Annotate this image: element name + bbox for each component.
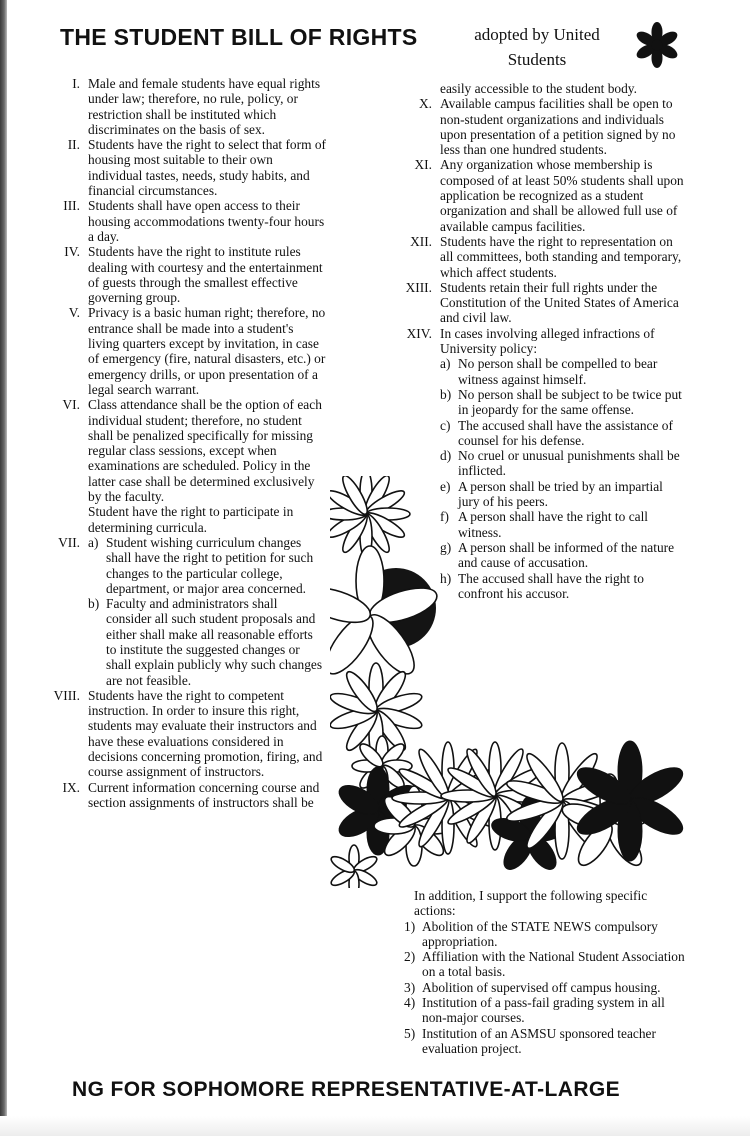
sub-item <box>440 356 686 387</box>
right-number: VIII. <box>53 687 80 703</box>
right-13 <box>404 280 686 326</box>
right-text: Privacy is a basic human right; therefore, no entrance shall be made into a student's living quarters except by invitation, in case of emergency (fire, natural disasters, etc.) or emergency drills, or upon presentation of a legal search warrant. <box>88 305 326 397</box>
right-text: Male and female students have equal rights under law; therefore, no rule, policy, or restriction shall be instituted which discriminates on the basis of sex. <box>88 76 321 137</box>
right-text: Current information concerning course and section assignments of instructors shall be <box>88 779 320 810</box>
right-number: III. <box>63 198 80 214</box>
action-number: 1) <box>404 918 416 934</box>
right-number: XIII. <box>405 279 432 295</box>
right-number: II. <box>67 137 80 153</box>
adopted-line-1: adopted by United <box>474 25 600 44</box>
action-number: 2) <box>404 949 416 965</box>
action-number: 4) <box>404 995 416 1011</box>
right-8 <box>52 688 326 780</box>
sub-letter: h) <box>440 570 452 586</box>
left-column <box>52 76 326 810</box>
sub-text: No person shall be subject to be twice put in jeopardy for the same offense. <box>458 386 682 418</box>
right-12 <box>404 234 686 280</box>
right-number: X. <box>418 96 432 112</box>
right-9-continuation: easily accessible to the student body. <box>440 81 637 96</box>
right-number: I. <box>72 76 80 91</box>
right-4 <box>52 244 326 305</box>
sub-item <box>440 448 686 479</box>
specific-actions <box>404 888 692 1056</box>
sub-letter: f) <box>440 509 449 525</box>
actions-intro: In addition, I support the following specific actions: <box>414 888 648 919</box>
flower-decoration <box>330 476 740 888</box>
sub-item <box>440 418 686 449</box>
right-9 <box>52 780 326 811</box>
right-number: XIV. <box>406 325 432 341</box>
right-number: VI. <box>62 397 80 413</box>
right-text: Students have the right to representation on all committees, both standing and temporary, which affect students. <box>440 233 682 280</box>
right-text: Class attendance shall be the option of each individual student; therefore, no student shall be penalized specifically for missing regular class sessions, except when examinations are scheduled. Policy in the latter case shall be determined exclusively by the faculty. <box>88 397 322 505</box>
page-title: THE STUDENT BILL OF RIGHTS <box>60 24 418 50</box>
action-text: Institution of a pass-fail grading system in all non-major courses. <box>422 995 665 1026</box>
right-text: Students have the right to competent instruction. In order to insure this right, students may evaluate their instructors and have these evaluations considered in decisions concerning promotion, firing, and course assignment of instructors. <box>88 687 323 780</box>
right-7-subitems <box>88 535 326 688</box>
action-number: 3) <box>404 979 416 995</box>
right-1 <box>52 76 326 137</box>
right-number: IV. <box>64 244 80 260</box>
right-text: Students have the right to institute rules dealing with courtesy and the entertainment of guests through the smallest effective governing group. <box>88 244 323 306</box>
sub-letter: e) <box>440 478 451 494</box>
right-number: IX. <box>62 779 80 795</box>
sub-letter: c) <box>440 417 451 433</box>
action-text: Abolition of supervised off campus housing. <box>422 979 661 995</box>
action-item <box>404 995 692 1026</box>
sub-letter: b) <box>88 596 100 612</box>
right-text: Students retain their full rights under the Constitution of the United States of America and civil law. <box>440 279 679 326</box>
right-number: XII. <box>410 233 432 249</box>
sub-text: A person shall be informed of the nature and cause of accusation. <box>458 539 675 571</box>
sub-letter: a) <box>440 356 451 372</box>
right-6 <box>52 397 326 504</box>
action-number: 5) <box>404 1025 416 1041</box>
right-5 <box>52 305 326 397</box>
scan-bottom-edge <box>0 1116 750 1136</box>
footer-banner: NG FOR SOPHOMORE REPRESENTATIVE-AT-LARGE <box>72 1078 621 1101</box>
right-10 <box>404 96 686 157</box>
right-number: V. <box>68 305 80 321</box>
sub-text: The accused shall have the assistance of counsel for his defense. <box>458 417 673 448</box>
action-item <box>404 980 692 995</box>
sub-text: A person shall have the right to call witness. <box>458 509 649 540</box>
sub-text: A person shall be tried by an impartial jury of his peers. <box>458 478 663 510</box>
right-text: Available campus facilities shall be open to non-student organizations and individuals upon presentation of a petition signed by no less than one hundred students. <box>440 96 676 158</box>
scan-left-edge <box>0 0 7 1116</box>
right-number: XI. <box>414 157 432 173</box>
action-text: Affiliation with the National Student Association on a total basis. <box>422 949 685 980</box>
action-item <box>404 919 692 950</box>
right-11 <box>404 157 686 233</box>
action-item <box>404 1026 692 1057</box>
action-item <box>404 949 692 980</box>
sub-text: Student wishing curriculum changes shall have the right to petition for such changes to the particular college, department, or major area concerned. <box>106 534 314 596</box>
right-text: Students shall have open access to their housing accommodations twenty-four hours a day. <box>88 198 325 244</box>
action-text: Abolition of the STATE NEWS compulsory appropriation. <box>422 918 658 949</box>
sub-text: No person shall be compelled to bear witness against himself. <box>458 356 658 387</box>
sub-letter: g) <box>440 539 452 555</box>
sub-item <box>88 535 326 596</box>
adopted-line-2: Students <box>507 50 567 69</box>
right-7 <box>52 535 326 688</box>
right-text: Any organization whose membership is composed of at least 50% students shall upon application be recognized as a student organization and shall be allowed full use of available campus facilities. <box>440 157 684 234</box>
sub-item <box>88 596 326 688</box>
asterisk-flower-logo-icon <box>634 22 680 68</box>
right-text: Students have the right to select that form of housing most suitable to their own individual tastes, needs, study habits, and financial circumstances. <box>88 137 326 199</box>
sub-letter: d) <box>440 448 452 464</box>
sub-text: The accused shall have the right to confront his accusor. <box>458 570 644 601</box>
right-text: In cases involving alleged infractions of University policy: <box>440 325 655 357</box>
sub-item <box>440 387 686 418</box>
right-2 <box>52 137 326 198</box>
sub-text: No cruel or unusual punishments shall be inflicted. <box>458 448 680 479</box>
right-3 <box>52 198 326 244</box>
right-6-continuation: Student have the right to participate in determining curricula. <box>88 504 294 535</box>
adopted-by-note <box>456 22 618 72</box>
sub-text: Faculty and administrators shall consider all such student proposals and either shall make all reasonable efforts to institute the suggested changes or shall explain publicly why such changes are not feasible. <box>106 596 323 688</box>
sub-letter: a) <box>88 534 99 550</box>
sub-letter: b) <box>440 386 452 402</box>
action-text: Institution of an ASMSU sponsored teacher evaluation project. <box>422 1025 656 1056</box>
right-number: VII. <box>58 534 80 550</box>
